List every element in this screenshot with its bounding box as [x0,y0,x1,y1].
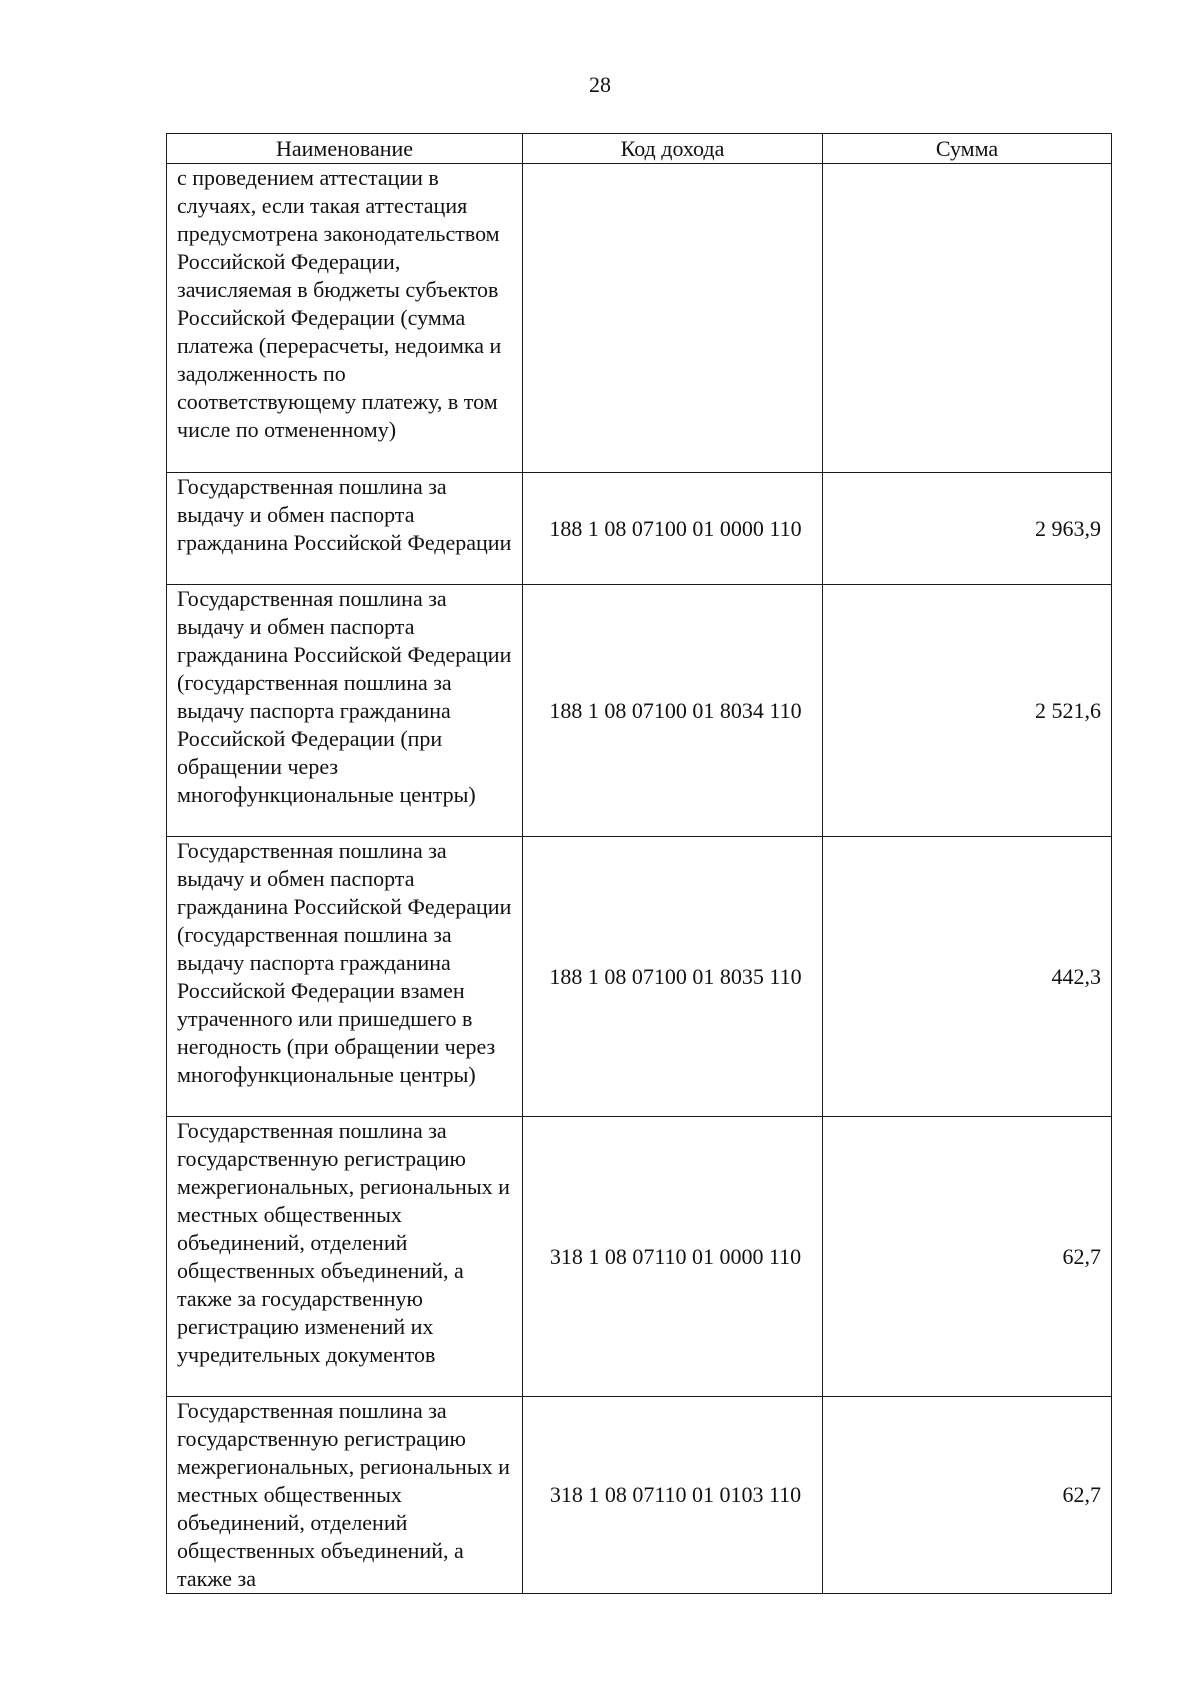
table-row [167,473,1112,585]
row-sum: 2 963,9 [823,473,1112,585]
table-row [167,837,1112,1117]
row-sum: 62,7 [823,1397,1112,1594]
header-name: Наименование [167,134,523,164]
row-sum: 2 521,6 [823,585,1112,837]
row-name: Государственная пошлина за выдачу и обмен паспорта гражданина Российской Федерации (государственная пошлина за выдачу паспорта гражданина Российской Федерации взамен утраченного или пришедшего в негодность (при обращении через многофункциональные центры) [167,837,523,1117]
row-code: 318 1 08 07110 01 0103 110 [523,1397,823,1594]
row-name: Государственная пошлина за государственную регистрацию межрегиональных, региональных и местных общественных объединений, отделений общественных объединений, а также за государственную регистрацию изменений их учредительных документов [167,1117,523,1397]
row-code: 318 1 08 07110 01 0000 110 [523,1117,823,1397]
row-code: 188 1 08 07100 01 8035 110 [523,837,823,1117]
row-name: Государственная пошлина за выдачу и обмен паспорта гражданина Российской Федерации [167,473,523,585]
row-code [523,164,823,473]
table-row [167,1397,1112,1594]
row-sum: 442,3 [823,837,1112,1117]
header-code: Код дохода [523,134,823,164]
row-name: с проведением аттестации в случаях, если такая аттестация предусмотрена законодательством Российской Федерации, зачисляемая в бюджеты субъектов Российской Федерации (сумма платежа (перерасчеты, недоимка и задолженность по соответствующему платежу, в том числе по отмененному) [167,164,523,473]
row-code: 188 1 08 07100 01 8034 110 [523,585,823,837]
table-row [167,1117,1112,1397]
table-header-row [167,134,1112,164]
table-row [167,585,1112,837]
row-name: Государственная пошлина за государственную регистрацию межрегиональных, региональных и местных общественных объединений, отделений общественных объединений, а также за [167,1397,523,1594]
row-sum [823,164,1112,473]
revenue-table [166,133,1112,1594]
table-row [167,164,1112,473]
row-sum: 62,7 [823,1117,1112,1397]
row-name: Государственная пошлина за выдачу и обмен паспорта гражданина Российской Федерации (государственная пошлина за выдачу паспорта гражданина Российской Федерации (при обращении через многофункциональные центры) [167,585,523,837]
row-code: 188 1 08 07100 01 0000 110 [523,473,823,585]
header-sum: Сумма [823,134,1112,164]
page-number: 28 [589,72,611,97]
